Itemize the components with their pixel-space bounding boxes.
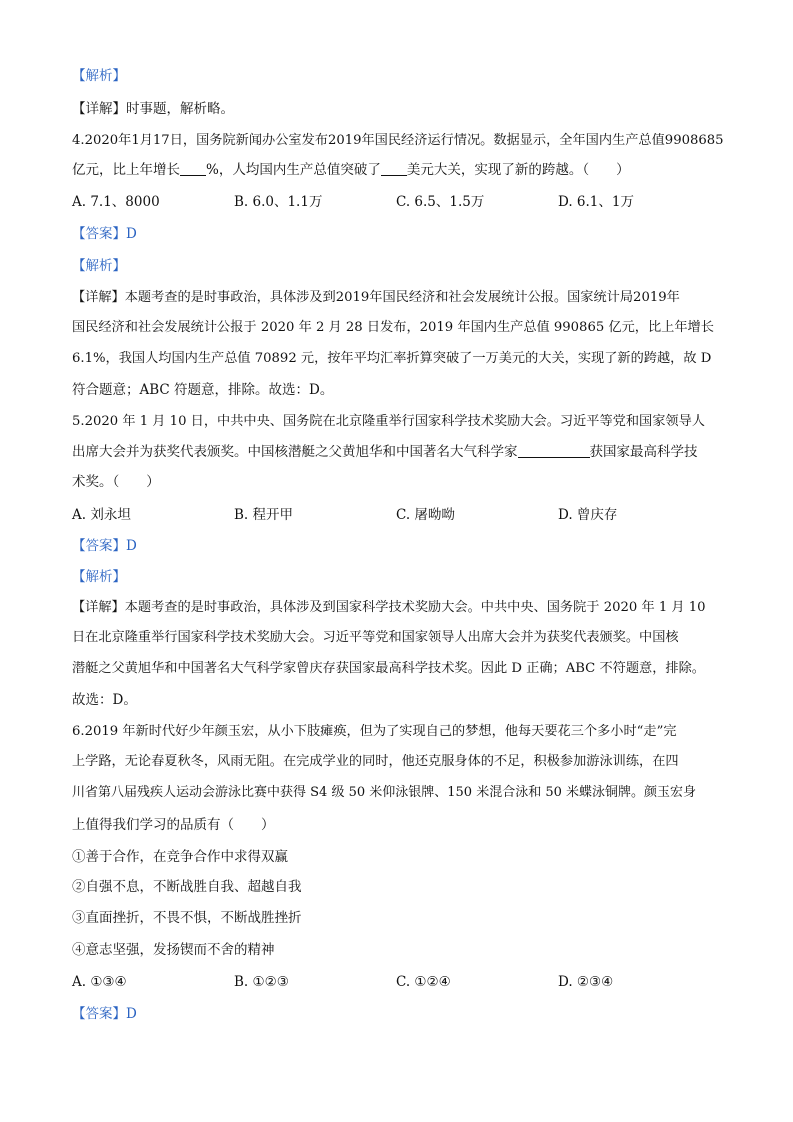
q4-stem-line2: [72, 160, 630, 180]
q6-stem-line2: 上学路，无论春夏秋冬，风雨无阻。在完成学业的同时，他还克服身体的不足，积极参加游泳训练，在四: [72, 754, 679, 769]
q5-detail-line1: 【详解】本题考查的是时事政治，具体涉及到国家科学技术奖励大会。中共中央、国务院于 2020 年 1 月 10: [72, 600, 706, 615]
q6-item-4: ④意志坚强，发扬锲而不舍的精神: [72, 942, 275, 958]
q6-item-2: ②自强不息，不断战胜自我、超越自我: [72, 879, 302, 895]
q4-detail-line3: 6.1%，我国人均国内生产总值 70892 元，按年平均汇率折算突破了一万美元的大关，实现了新的跨越，故 D: [72, 351, 712, 366]
q4-blank-2: [381, 161, 407, 176]
q5-detail-line4: 故选：D。: [72, 692, 137, 708]
q4-detail-line4: 符合题意；ABC 符题意，排除。故选：D。: [72, 382, 334, 398]
q4-analysis-label: 【解析】: [72, 258, 126, 274]
q3-analysis-label: 【解析】: [72, 68, 126, 84]
q4-stem-line1: 4.2020年1月17日，国务院新闻办公室发布2019年国民经济运行情况。数据显示，全年国内生产总值9908685: [72, 133, 724, 148]
q5-stem-part2: 获国家最高科学技: [589, 444, 698, 460]
q6-option-a: A. ①③④: [72, 974, 127, 990]
q5-stem-line3: 术奖。（ ）: [72, 474, 160, 490]
q5-option-a: A. 刘永坦: [72, 507, 131, 523]
q5-detail-line2: 日在北京隆重举行国家科学技术奖励大会。习近平等党和国家领导人出席大会并为获奖代表颁奖。中国核: [72, 630, 679, 645]
q4-answer: 【答案】D: [72, 226, 137, 242]
q4-option-b: B. 6.0、1.1万: [234, 194, 323, 210]
q6-option-c: C. ①②④: [396, 974, 451, 990]
q5-option-c: C. 屠呦呦: [396, 507, 455, 523]
q4-stem-part2: %，人均国内生产总值突破了: [206, 162, 381, 178]
q6-item-1: ①善于合作，在竞争合作中求得双赢: [72, 849, 288, 865]
q4-option-a: A. 7.1、8000: [72, 194, 160, 210]
q4-stem-part3: 美元大关，实现了新的跨越。（ ）: [406, 162, 630, 178]
q6-item-3: ③直面挫折，不畏不惧，不断战胜挫折: [72, 910, 302, 926]
q4-detail-line2: 国民经济和社会发展统计公报于 2020 年 2 月 28 日发布，2019 年国内生产总值 990865 亿元，比上年增长: [72, 320, 714, 335]
q3-detail: 【详解】时事题，解析略。: [72, 101, 234, 117]
q6-option-b: B. ①②③: [234, 974, 289, 990]
q6-answer: 【答案】D: [72, 1006, 137, 1022]
q5-option-d: D. 曾庆存: [558, 507, 618, 523]
q5-option-b: B. 程开甲: [234, 507, 294, 523]
q5-stem-line2: [72, 442, 698, 462]
q4-detail-line1: 【详解】本题考查的是时事政治，具体涉及到2019年国民经济和社会发展统计公报。国家统计局2019年: [72, 290, 680, 305]
q5-detail-line3: 潜艇之父黄旭华和中国著名大气科学家曾庆存获国家最高科学技术奖。因此 D 正确；ABC 不符题意，排除。: [72, 661, 705, 676]
q5-stem-line1: 5.2020 年 1 月 10 日，中共中央、国务院在北京隆重举行国家科学技术奖励大会。习近平等党和国家领导人: [72, 414, 705, 429]
q4-blank-1: [180, 161, 206, 176]
q4-option-c: C. 6.5、1.5万: [396, 194, 485, 210]
q4-option-d: D. 6.1、1万: [558, 194, 634, 210]
q6-stem-line3: 川省第八届残疾人运动会游泳比赛中获得 S4 级 50 米仰泳银牌、150 米混合泳和 50 米蝶泳铜牌。颜玉宏身: [72, 785, 697, 800]
q5-blank: [518, 443, 590, 458]
q6-stem-line4: 上值得我们学习的品质有（ ）: [72, 817, 275, 833]
q5-analysis-label: 【解析】: [72, 569, 126, 585]
q4-stem-part1: 亿元，比上年增长: [72, 162, 180, 178]
q5-stem-part1: 出席大会并为获奖代表颁奖。中国核潜艇之父黄旭华和中国著名大气科学家: [72, 444, 518, 460]
q6-option-d: D. ②③④: [558, 974, 614, 990]
q6-stem-line1: 6.2019 年新时代好少年颜玉宏，从小下肢瘫痪，但为了实现自己的梦想，他每天要花三个多小时“走”完: [72, 724, 677, 739]
q5-answer: 【答案】D: [72, 538, 137, 554]
